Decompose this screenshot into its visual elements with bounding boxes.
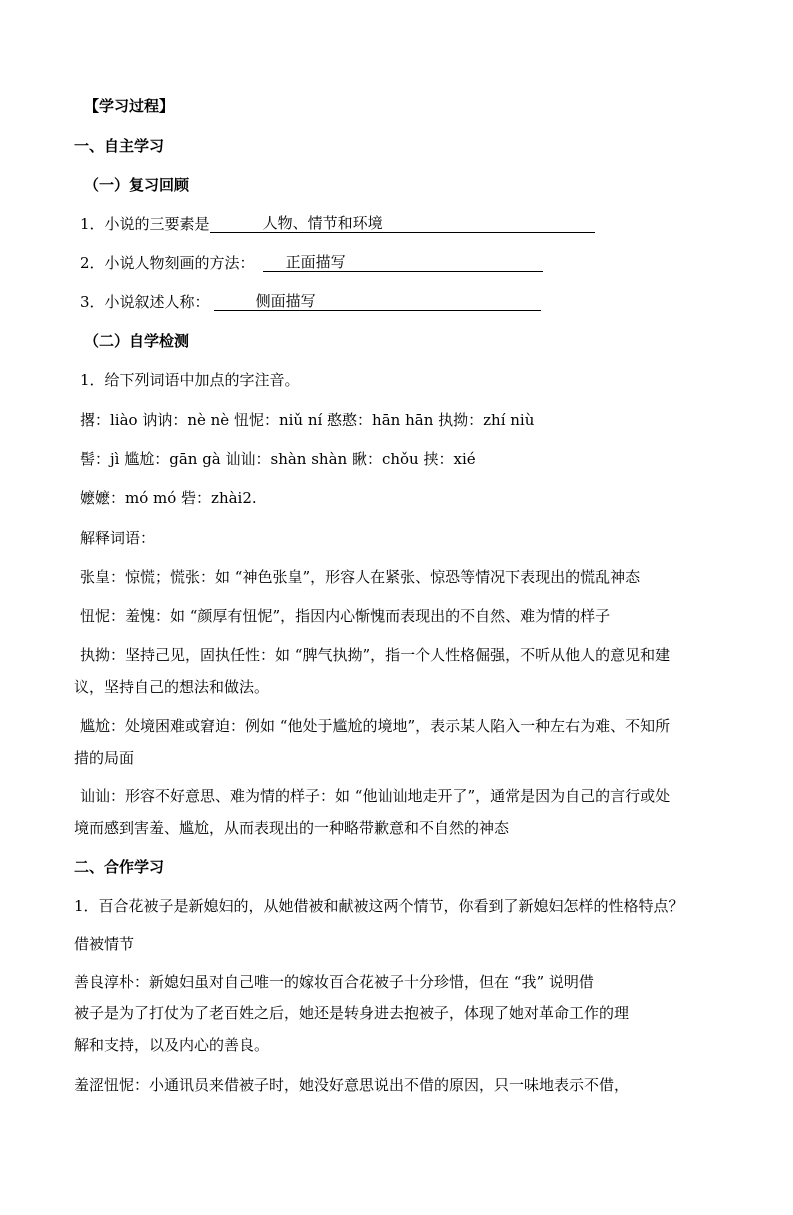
- process-heading: 【学习过程】: [84, 97, 175, 115]
- selftest-question-1: 1．给下列词语中加点的字注音。: [80, 371, 300, 389]
- explanation-line: 讪讪：形容不好意思、难为情的样子：如 “他讪讪地走开了”，通常是因为自己的言行或处: [80, 787, 671, 805]
- answer-paragraph-line: 羞涩忸怩：小通讯员来借被子时，她没好意思说出不借的原因，只一味地表示不借，: [74, 1076, 630, 1094]
- explanation-line: 尴尬：处境困难或窘迫：例如 “他处于尴尬的境地”，表示某人陷入一种左右为难、不知所: [80, 717, 671, 735]
- explanation-line: 境而感到害羞、尴尬，从而表现出的一种略带歉意和不自然的神态: [74, 819, 510, 837]
- answer-paragraph-line: 解和支持，以及内心的善良。: [74, 1036, 270, 1054]
- answer-text: 正面描写: [285, 253, 346, 271]
- item-number: 2．: [80, 254, 105, 272]
- explanation-line: 议，坚持自己的想法和做法。: [74, 678, 270, 696]
- answer-text: 人物、情节和环境: [262, 214, 383, 232]
- item-number: 3．: [80, 293, 105, 311]
- answer-paragraph-line: 被子是为了打仗为了老百姓之后，她还是转身进去抱被子，体现了她对革命工作的理: [74, 1004, 630, 1022]
- explain-title: 解释词语：: [80, 529, 156, 547]
- answer-blank: [210, 214, 595, 233]
- answer-blank: [263, 253, 543, 272]
- item-label: 小说人物刻画的方法：: [104, 254, 255, 272]
- explanation-line: 张皇：惊慌；慌张：如 “神色张皇”，形容人在紧张、惊恐等情况下表现出的慌乱神态: [80, 568, 641, 586]
- explanation-line: 执拗：坚持己见，固执任性：如 “脾气执拗”，指一个人性格倔强，不听从他人的意见和建: [80, 646, 671, 664]
- review-item-3: [80, 292, 541, 312]
- subsection-selftest-title: （二）自学检测: [84, 332, 190, 350]
- item-number: 1．: [80, 215, 105, 233]
- answer-blank: [214, 292, 541, 311]
- borrow-quilt-subheading: 借被情节: [74, 935, 135, 953]
- cooperate-question-1: 1．百合花被子是新媳妇的，从她借被和献被这两个情节，你看到了新媳妇怎样的性格特点？: [74, 897, 684, 915]
- review-item-2: [80, 253, 543, 273]
- pinyin-line-1: 撂：liào 讷讷：nè nè 忸怩：niǔ ní 憨憨：hān hān 执拗：zhí niù: [80, 411, 535, 429]
- answer-text: 侧面描写: [255, 292, 316, 310]
- item-label: 小说叙述人称：: [104, 293, 210, 311]
- explanation-line: 措的局面: [74, 749, 135, 767]
- pinyin-line-3: 嬷嬷：mó mó 砦：zhài2.: [80, 489, 257, 507]
- review-item-1: [80, 214, 595, 234]
- subsection-review-title: （一）复习回顾: [84, 176, 190, 194]
- answer-paragraph-line: 善良淳朴：新媳妇虽对自己唯一的嫁妆百合花被子十分珍惜，但在 “我” 说明借: [74, 973, 594, 991]
- pinyin-line-2: 髻：jì 尴尬：gān gà 讪讪：shàn shàn 瞅：chǒu 挟：xié: [80, 450, 476, 468]
- section-2-title: 二、合作学习: [74, 858, 165, 876]
- item-label: 小说的三要素是: [104, 215, 210, 233]
- section-1-title: 一、自主学习: [74, 137, 165, 155]
- explanation-line: 忸怩：羞愧：如 “颜厚有忸怩”，指因内心惭愧而表现出的不自然、难为情的样子: [80, 607, 611, 625]
